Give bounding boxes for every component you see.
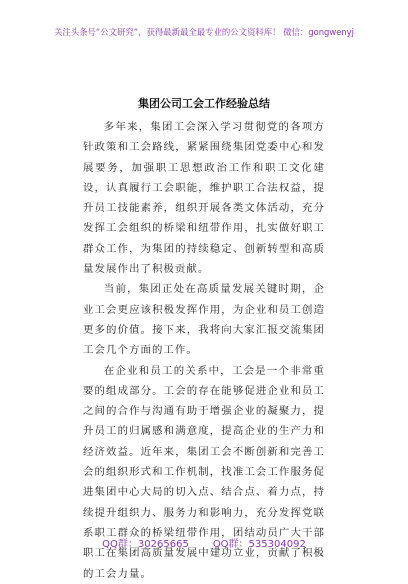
paragraph-3: 在企业和员工的关系中，工会是一个非常重要的组成部分。工会的存在能够促进企业和员工之间的合作与沟通有助于增强企业的凝聚力，提升员工的归属感和满意度，提高企业的生产力和经济效益。近年来，集团工会不断创新和完善工会的组织形式和工作机制，找准工会工作服务促进集团中心大局的切入点、结合点、着力点，持续提升组织力、服务力和影响力，充分发挥党联系职工群众的桥梁纽带作用，团结动员广大干部职工在集团高质量发展中建功立业，贡献了积极的工会力量。	[83, 364, 325, 580]
document-body	[83, 117, 325, 584]
promo-header: 关注头条号“公文研究”，获得最新最全最专业的公文资料库！ 微信：gongwenyj	[54, 27, 354, 37]
qq-group-1: QQ群：30265665	[102, 539, 189, 550]
paragraph-1: 多年来，集团工会深入学习贯彻党的各项方针政策和工会路线，紧紧围绕集团党委中心和发展要务，加强职工思想政治工作和职工文化建设，认真履行工会职能，维护职工合法权益，提升员工技能素养，组织开展各类文体活动，充分发挥工会组织的桥梁和纽带作用，扎实做好职工群众工作，为集团的持续稳定、创新转型和高质量发展作出了积极贡献。	[83, 121, 325, 276]
promo-footer	[0, 535, 408, 550]
paragraph-2: 当前，集团正处在高质量发展关键时期，企业工会更应该积极发挥作用，为企业和员工创造更多的价值。接下来，我将向大家汇报交流集团工会几个方面的工作。	[83, 283, 325, 357]
document-title: 集团公司工会工作经验总结	[138, 97, 270, 110]
qq-group-2: QQ群：535304092	[212, 539, 306, 550]
